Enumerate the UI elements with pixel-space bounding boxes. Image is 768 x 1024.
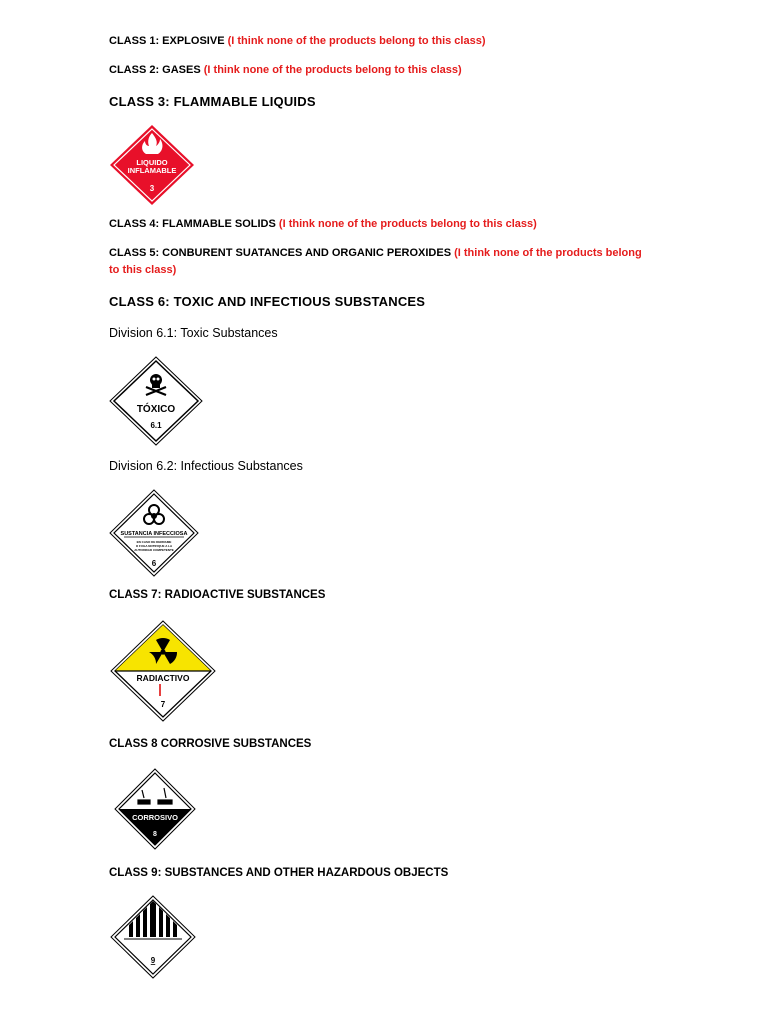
infectious-sign — [109, 489, 199, 577]
radioactive-sign — [110, 620, 216, 722]
sign-8-number: 8 — [153, 831, 157, 838]
class-1-label: CLASS 1: EXPLOSIVE — [109, 35, 225, 47]
stripes-icon — [129, 901, 177, 937]
class-8-heading: CLASS 8 CORROSIVE SUBSTANCES — [109, 738, 312, 750]
class-5-label: CLASS 5: CONBURENT SUATANCES AND ORGANIC PEROXIDES — [109, 247, 452, 259]
sign-8-text: CORROSIVO — [132, 813, 178, 822]
sign-3-line2: INFLAMABLE — [127, 166, 177, 175]
division-6-1-heading: Division 6.1: Toxic Substances — [109, 326, 278, 340]
class-5-line — [109, 245, 654, 279]
class-5-note: (I think none of the products belong to this class) — [109, 247, 642, 276]
sign-3-number: 3 — [149, 184, 155, 193]
class-2-label: CLASS 2: GASES — [109, 64, 201, 76]
sign-6-2-small-3: AUTORIDAD COMPETENTE — [134, 548, 174, 552]
class-9-heading: CLASS 9: SUBSTANCES AND OTHER HAZARDOUS OBJECTS — [109, 867, 449, 879]
class-4-note: (I think none of the products belong to this class) — [278, 218, 537, 230]
class-2-line — [109, 62, 462, 79]
class-3-heading: CLASS 3: FLAMMABLE LIQUIDS — [109, 94, 316, 109]
sign-7-text: RADIACTIVO — [136, 673, 190, 683]
sign-6-2-number: 6 — [151, 559, 157, 568]
miscellaneous-hazard-sign — [110, 895, 196, 979]
class-1-line — [109, 33, 486, 50]
sign-6-2-small-1: EN CASO DE DERRAME — [136, 540, 172, 544]
class-4-label: CLASS 4: FLAMMABLE SOLIDS — [109, 218, 276, 230]
class-1-note: (I think none of the products belong to this class) — [227, 35, 486, 47]
division-6-2-heading: Division 6.2: Infectious Substances — [109, 459, 303, 473]
sign-9-number: 9 — [150, 956, 156, 965]
class-7-heading: CLASS 7: RADIOACTIVE SUBSTANCES — [109, 589, 326, 601]
class-4-line — [109, 216, 537, 233]
sign-6-2-text: SUSTANCIA INFECCIOSA — [120, 531, 188, 537]
corrosive-sign — [114, 768, 196, 850]
sign-6-1-number: 6.1 — [150, 421, 162, 430]
sign-3-line1: LIQUIDO — [136, 158, 168, 167]
class-6-heading: CLASS 6: TOXIC AND INFECTIOUS SUBSTANCES — [109, 294, 426, 309]
class-2-note: (I think none of the products belong to this class) — [203, 64, 462, 76]
sign-6-1-text: TÓXICO — [136, 404, 176, 415]
toxic-sign — [109, 356, 203, 446]
sign-7-number: 7 — [160, 700, 166, 709]
sign-6-2-small-2: O FUGA NOTIFIQUE A LA — [135, 544, 173, 548]
flammable-liquid-sign — [109, 124, 195, 206]
